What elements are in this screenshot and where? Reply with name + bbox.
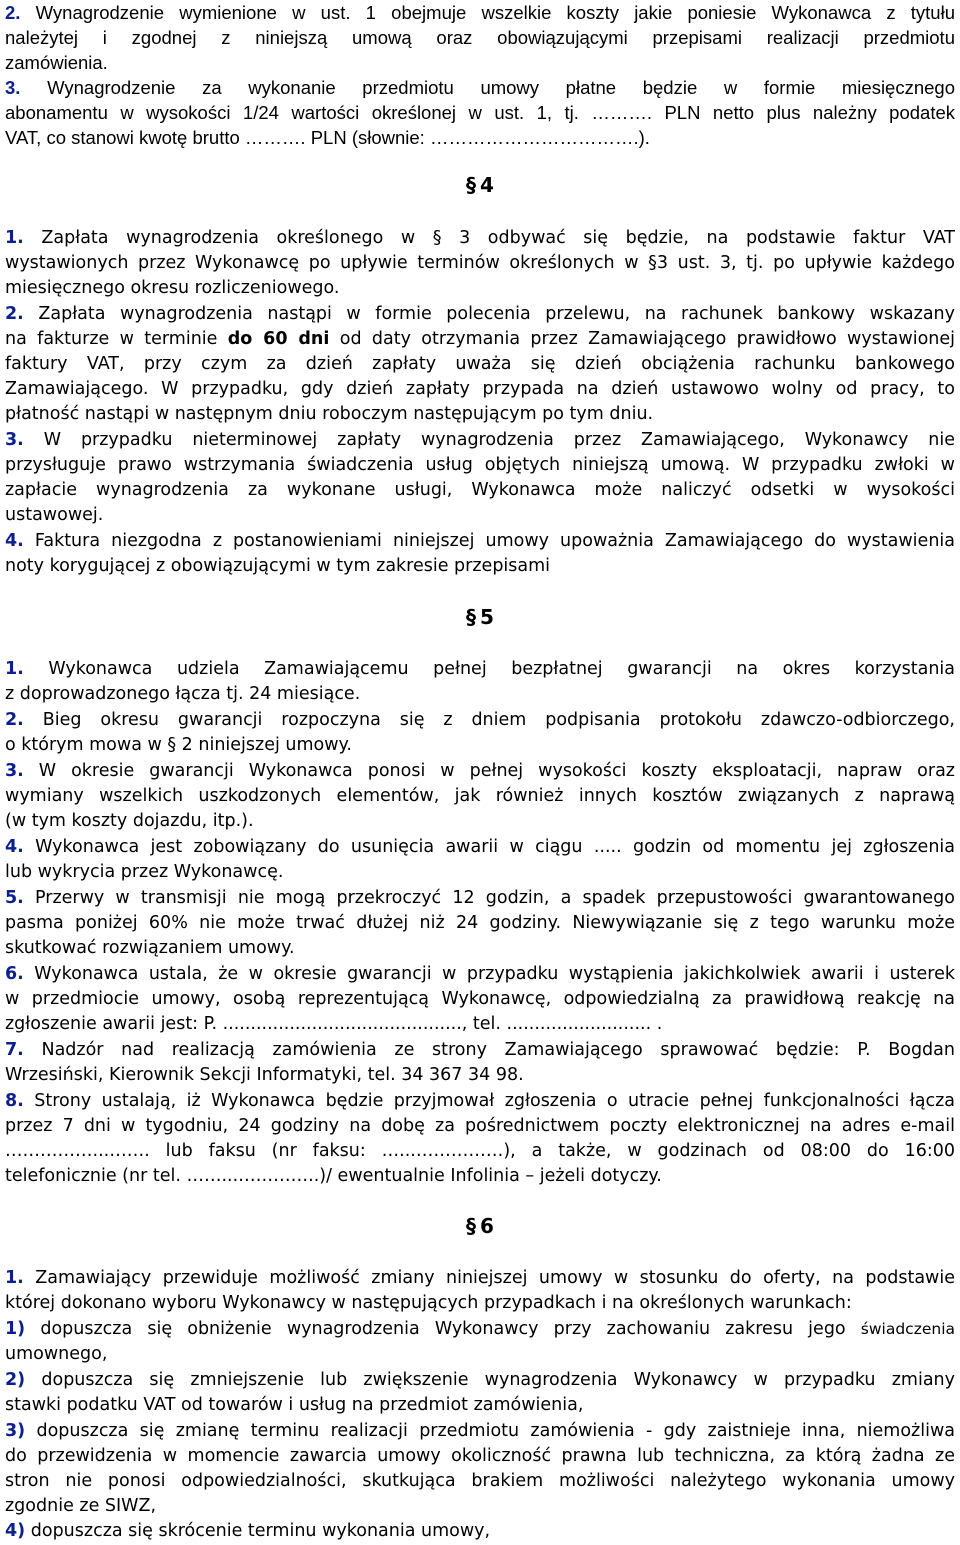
section-heading-4 xyxy=(0,170,960,200)
paragraph-line: abonamentu w wysokości 1/24 wartości określonej w ust. 1, tj. ………. PLN netto plus należny podatek xyxy=(5,102,955,123)
item-number: 4) xyxy=(5,1521,26,1541)
paragraph-line xyxy=(5,528,955,554)
paragraph-line xyxy=(5,1316,955,1342)
paragraph-line xyxy=(5,1037,955,1063)
paragraph-text: Zamawiający przewiduje możliwość zmiany niniejszej umowy w stosunku do oferty, na podstawie xyxy=(23,1268,955,1288)
item-number: 5. xyxy=(5,888,24,908)
paragraph-line: płatność nastąpi w następnym dniu roboczym następującym po tym dniu. xyxy=(5,404,654,424)
item-number: 7. xyxy=(5,1040,24,1060)
paragraph-line xyxy=(5,961,955,987)
paragraph-text: dopuszcza się obniżenie wynagrodzenia Wykonawcy przy zachowaniu zakresu jego xyxy=(25,1319,861,1339)
paragraph-line xyxy=(5,758,955,784)
paragraph-line xyxy=(5,326,955,352)
section-number: 4 xyxy=(480,173,494,197)
paragraph-line: o którym mowa w § 2 niniejszej umowy. xyxy=(5,735,352,755)
paragraph-line: należytej i zgodnej z niniejszą umową oraz obowiązującymi przepisami realizacji przedmiotu xyxy=(5,27,955,48)
item-number: 3) xyxy=(5,1421,26,1441)
paragraph-line: przez 7 dni w tygodniu, 24 godziny na dobę za pośrednictwem poczty elektronicznej na adres e-mail xyxy=(5,1116,955,1136)
paragraph-line: noty korygującej z obowiązującymi w tym zakresie przepisami xyxy=(5,556,551,576)
paragraph-line: przysługuje prawo wstrzymania świadczenia usług objętych niniejszą umową. W przypadku zwłoki w xyxy=(5,455,955,475)
paragraph-line: skutkować rozwiązaniem umowy. xyxy=(5,938,295,958)
payment-deadline: do 60 dni xyxy=(227,329,330,349)
paragraph-line xyxy=(5,656,955,682)
item-number: 2. xyxy=(5,304,24,324)
paragraph-text: Nadzór nad realizacją zamówienia ze strony Zamawiającego sprawować będzie: P. Bogdan xyxy=(23,1040,955,1060)
paragraph-text: Faktura niezgodna z postanowieniami niniejszej umowy upoważnia Zamawiającego do wystawienia xyxy=(23,531,955,551)
paragraph-line: stron nie ponosi odpowiedzialności, skutkująca brakiem możliwości należytego wykonania umowy xyxy=(5,1471,955,1491)
item-number: 1) xyxy=(5,1319,26,1339)
paragraph-text: W przypadku nieterminowej zapłaty wynagrodzenia przez Zamawiającego, Wykonawcy nie xyxy=(23,430,955,450)
paragraph-text: Wykonawca jest zobowiązany do usunięcia awarii w ciągu ..... godzin od momentu jej zgłoszenia xyxy=(23,837,955,857)
paragraph-line xyxy=(5,885,955,911)
paragraph-text: Zapłata wynagrodzenia nastąpi w formie polecenia przelewu, na rachunek bankowy wskazany xyxy=(23,304,955,324)
item-number: 6. xyxy=(5,964,24,984)
item-number: 2) xyxy=(5,1370,26,1390)
paragraph-line: zapłacie wynagrodzenia za wykonane usługi, Wykonawca może naliczyć odsetki w wysokości xyxy=(5,480,955,500)
item-number: 4. xyxy=(5,837,24,857)
section-number: 5 xyxy=(480,605,494,629)
paragraph-line: ustawowej. xyxy=(5,505,104,525)
section-symbol: § xyxy=(466,605,477,629)
paragraph-line: VAT, co stanowi kwotę brutto ………. PLN (słownie: …………………………….). xyxy=(5,127,650,148)
paragraph-line: miesięcznego okresu rozliczeniowego. xyxy=(5,278,340,298)
paragraph-text: Wynagrodzenie wymienione w ust. 1 obejmuje wszelkie koszty jakie poniesie Wykonawca z tytułu xyxy=(20,2,955,23)
paragraph-text: Wykonawca ustala, że w okresie gwarancji w przypadku wystąpienia jakichkolwiek awarii i usterek xyxy=(23,964,955,984)
paragraph-text: dopuszcza się zmniejszenie lub zwiększenie wynagrodzenia Wykonawcy w przypadku zmiany xyxy=(25,1370,955,1390)
paragraph-line xyxy=(5,1265,955,1291)
paragraph-line: zgodnie ze SIWZ, xyxy=(5,1496,157,1516)
paragraph-line: z doprowadzonego łącza tj. 24 miesiące. xyxy=(5,684,361,704)
item-number: 2. xyxy=(5,710,24,730)
paragraph-text: Wynagrodzenie za wykonanie przedmiotu umowy płatne będzie w formie miesięcznego xyxy=(20,77,955,98)
paragraph-text: dopuszcza się zmianę terminu realizacji przedmiotu zamówienia - gdy zaistnieje inna, niemożliwa xyxy=(25,1421,955,1441)
paragraph-line xyxy=(5,1367,955,1393)
paragraph-line: stawki podatku VAT od towarów i usług na przedmiot zamówienia, xyxy=(5,1395,584,1415)
paragraph-line: lub wykrycia przez Wykonawcę. xyxy=(5,862,284,882)
section-symbol: § xyxy=(466,1214,477,1238)
section-heading-6 xyxy=(0,1211,960,1241)
paragraph-text: świadczenia xyxy=(860,1320,955,1338)
paragraph-text: Strony ustalają, iż Wykonawca będzie przyjmował zgłoszenia o utracie pełnej funkcjonalności łącza xyxy=(23,1091,955,1111)
paragraph-text: na fakturze w terminie xyxy=(5,329,228,349)
item-number: 3. xyxy=(5,430,24,450)
paragraph-line xyxy=(5,301,955,327)
section-heading-5 xyxy=(0,602,960,632)
paragraph-line: zgłoszenie awarii jest: P. ..........................................., tel. .......................... . xyxy=(5,1014,663,1034)
item-number: 1. xyxy=(5,228,24,248)
item-number: 1. xyxy=(5,1268,24,1288)
paragraph-text: W okresie gwarancji Wykonawca ponosi w pełnej wysokości koszty eksploatacji, napraw oraz xyxy=(23,761,955,781)
paragraph-line: (w tym koszty dojazdu, itp.). xyxy=(5,811,254,831)
item-number: 8. xyxy=(5,1091,24,1111)
paragraph-line xyxy=(5,834,955,860)
paragraph-line: Zamawiającego. W przypadku, gdy dzień zapłaty przypada na dzień ustawowo wolny od pracy, to xyxy=(5,379,955,399)
paragraph-line: wymiany wszelkich uszkodzonych elementów, jak również innych kosztów związanych z naprawą xyxy=(5,786,955,806)
paragraph-line xyxy=(5,707,955,733)
paragraph-line: ……………...……. lub faksu (nr faksu: …...……………), a także, w godzinach od 08:00 do 16:00 xyxy=(5,1141,955,1161)
paragraph-text: od daty otrzymania przez Zamawiającego prawidłowo wystawionej xyxy=(329,329,956,349)
paragraph-line: faktury VAT, przy czym za dzień zapłaty uważa się dzień obciążenia rachunku bankowego xyxy=(5,354,955,374)
paragraph-line xyxy=(5,1088,955,1114)
paragraph-line xyxy=(5,427,955,453)
paragraph-line: Wrzesiński, Kierownik Sekcji Informatyki, tel. 34 367 34 98. xyxy=(5,1065,524,1085)
paragraph-line: pasma poniżej 60% nie może trwać dłużej niż 24 godziny. Niewywiązanie się z tego warunku może xyxy=(5,913,955,933)
item-number: 4. xyxy=(5,531,24,551)
paragraph-line xyxy=(5,0,955,26)
paragraph-line: telefonicznie (nr tel. ……...…………..)/ ewentualnie Infolinia – jeżeli dotyczy. xyxy=(5,1166,662,1186)
item-number: 2. xyxy=(5,2,21,23)
paragraph-line: której dokonano wyboru Wykonawcy w następujących przypadkach i na określonych warunkach: xyxy=(5,1293,852,1313)
paragraph-line: zamówienia. xyxy=(5,52,108,73)
paragraph-line: umownego, xyxy=(5,1344,108,1364)
paragraph-text: dopuszcza się skrócenie terminu wykonania umowy, xyxy=(25,1521,491,1541)
paragraph-text: Wykonawca udziela Zamawiającemu pełnej bezpłatnej gwarancji na okres korzystania xyxy=(23,659,955,679)
paragraph-line: wystawionych przez Wykonawcę po upływie terminów określonych w §3 ust. 3, tj. po upływie każdego xyxy=(5,253,955,273)
paragraph-line xyxy=(5,225,955,251)
paragraph-line: do przewidzenia w momencie zawarcia umowy okoliczność prawna lub techniczna, za którą żadna ze xyxy=(5,1446,955,1466)
paragraph-line: w przedmiocie umowy, osobą reprezentującą Wykonawcę, odpowiedzialną za prawidłową reakcję na xyxy=(5,989,955,1009)
section-number: 6 xyxy=(480,1214,494,1238)
item-number: 1. xyxy=(5,659,24,679)
item-number: 3. xyxy=(5,761,24,781)
item-number: 3. xyxy=(5,77,21,98)
section-symbol: § xyxy=(466,173,477,197)
paragraph-line xyxy=(5,1518,955,1544)
paragraph-text: Przerwy w transmisji nie mogą przekroczyć 12 godzin, a spadek przepustowości gwarantowanego xyxy=(23,888,955,908)
paragraph-line xyxy=(5,1418,955,1444)
paragraph-line xyxy=(5,75,955,101)
paragraph-text: Zapłata wynagrodzenia określonego w § 3 odbywać się będzie, na podstawie faktur VAT xyxy=(23,228,955,248)
paragraph-text: Bieg okresu gwarancji rozpoczyna się z dniem podpisania protokołu zdawczo-odbiorczego, xyxy=(23,710,955,730)
